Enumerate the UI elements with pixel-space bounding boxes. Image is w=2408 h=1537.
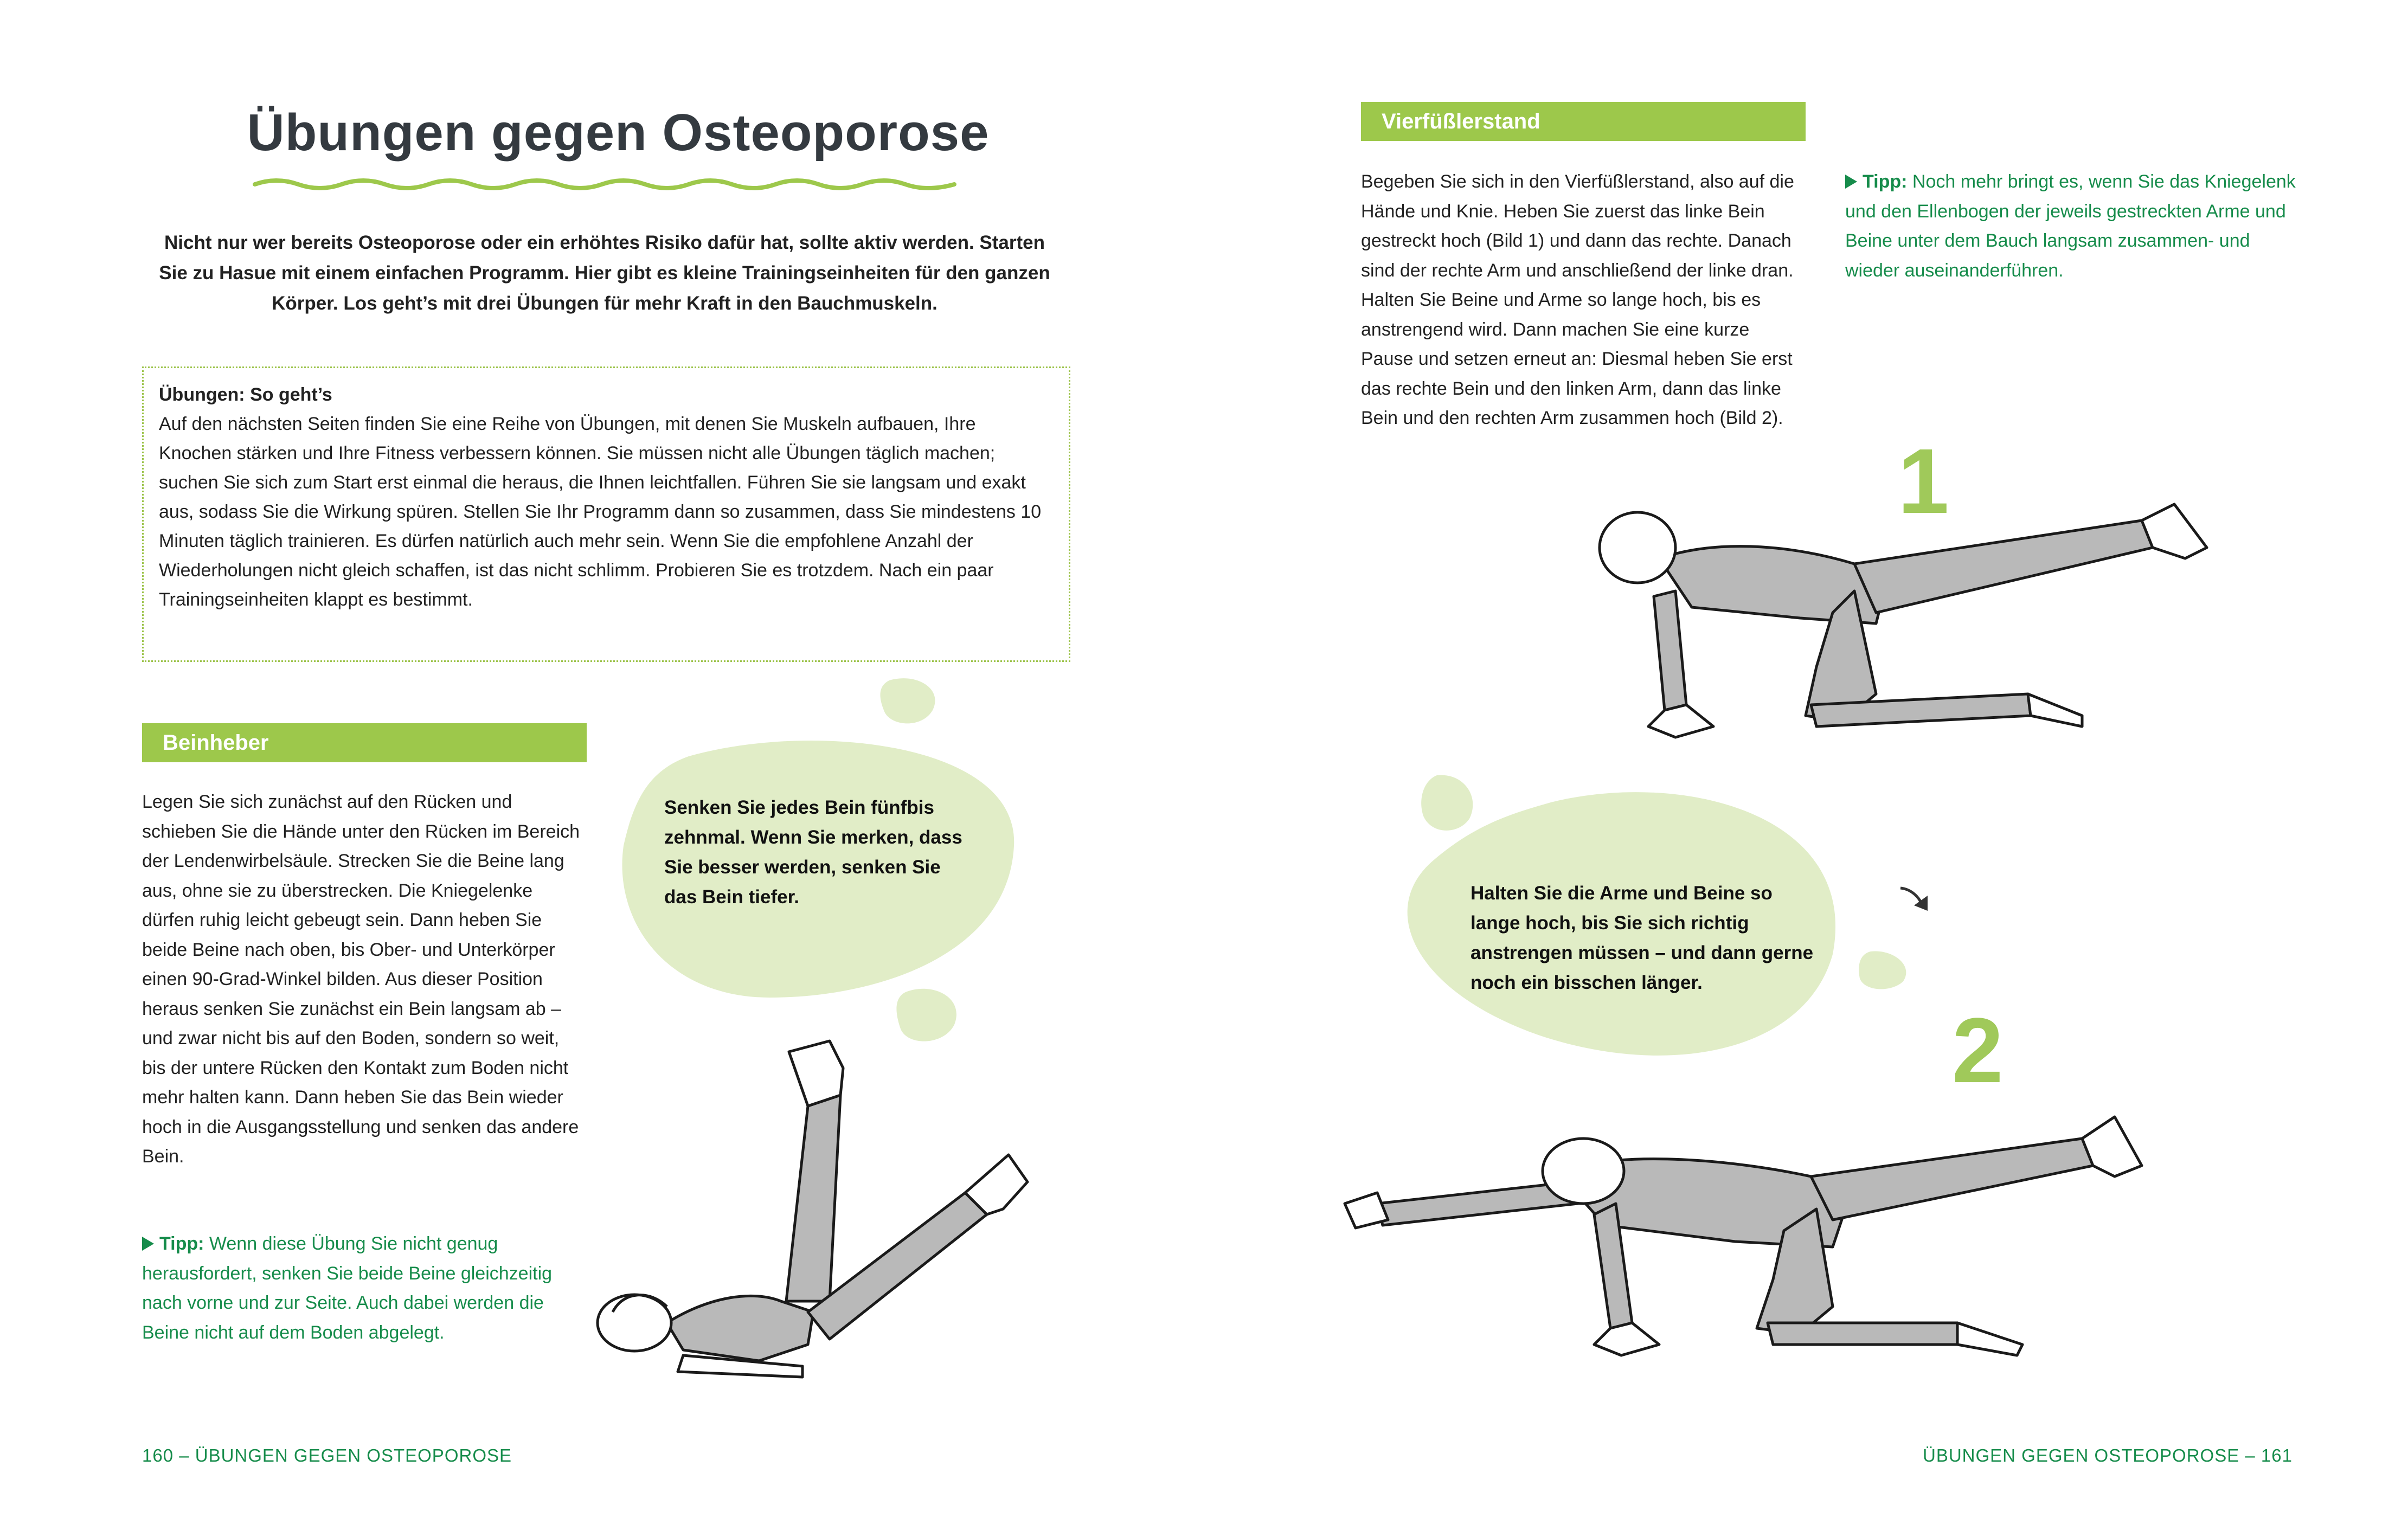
info-box-text: Auf den nächsten Seiten finden Sie eine Reihe von Übungen, mit denen Sie Muskeln aufbauen, Ihre Knochen stärken und Ihre Fitness verbessern können. Sie müssen nicht alle Übungen täglich machen; suchen Sie sich zum Start erst einmal die heraus, die Ihnen leichtfallen. Führen Sie sie langsam und exakt aus, sodass Sie die Wirkung spüren. Stellen Sie Ihr Programm dann so zusammen, dass Sie mindestens 10 Minuten täglich trainieren. Es dürfen natürlich auch mehr sein. Wenn Sie die empfohlene Anzahl der Wiederholungen nicht gleich schaffen, ist das nicht schlimm. Probieren Sie es trotzdem. Nach ein paar Trainingseinheiten klappt es bestimmt. — [159, 414, 1042, 610]
right-bubble-text: Halten Sie die Arme und Beine so lange hoch, bis Sie sich richtig anstrengen müssen – und dann gerne noch ein bisschen länger. — [1471, 883, 1814, 993]
play-triangle-icon — [1845, 175, 1857, 189]
vierfuesslerstand-instructions: Begeben Sie sich in den Vierfüßlerstand, also auf die Hände und Knie. Heben Sie zuerst das linke Bein gestreckt hoch (Bild 1) und dann das rechte. Danach sind der rechte Arm und anschließend der linke dran. Halten Sie Beine und Arme so lange hoch, bis es anstrengend wird. Dann machen Sie eine kurze Pause und setzen erneut an: Diesmal heben Sie erst das rechte Bein und den linken Arm, dann das linke Bein und den rechten Arm zusammen hoch (Bild 2). — [1361, 171, 1794, 428]
quadruped-leg-raise-illustration — [1572, 488, 2223, 781]
right-footer: ÜBUNGEN GEGEN OSTEOPOROSE – 161 — [1922, 1445, 2293, 1465]
beinheber-instructions: Legen Sie sich zunächst auf den Rücken und schieben Sie die Hände unter den Rücken im Bereich der Lendenwirbelsäule. Strecken Sie die Beine lang aus, ohne sie zu überstrecken. Die Kniegelenke dürfen ruhig leicht gebeugt sein. Dann heben Sie beide Beine nach oben, bis Ober- und Unterkörper einen 90-Grad-Winkel bilden. Aus dieser Position heraus senken Sie zunächst ein Bein langsam ab – und zwar nicht bis auf den Boden, sondern so weit, bis der untere Rücken den Kontakt zum Boden nicht mehr halten kann. Dann heben Sie das Bein wieder hoch in die Ausgangsstellung und senken das andere Bein. — [142, 792, 580, 1167]
tip-label: Tipp: — [1863, 171, 1908, 192]
tip-text: Noch mehr bringt es, wenn Sie das Kniegelenk und den Ellenbogen der jeweils gestreckten Arme und Beine unter dem Bauch langsam zusammen- und wieder auseinanderführen. — [1845, 171, 2296, 281]
figure-number-1: 1 — [1898, 430, 1949, 533]
quadruped-arm-leg-raise-illustration — [1345, 1106, 2158, 1388]
left-bubble-text: Senken Sie jedes Bein fünfbis zehnmal. Wenn Sie merken, dass Sie besser werden, senken Sie das Bein tiefer. — [664, 797, 962, 908]
tip-label: Tipp: — [159, 1233, 204, 1254]
info-box-heading: Übungen: So geht’s — [159, 384, 332, 405]
page-title: Übungen gegen Osteoporose — [247, 104, 990, 162]
intro-paragraph: Nicht nur wer bereits Osteoporose oder ein erhöhtes Risiko dafür hat, sollte aktiv werden. Starten Sie zu Hasue mit einem einfachen Programm. Hier gibt es kleine Trainingseinheiten für den ganzen Körper. Los geht’s mit drei Übungen für mehr Kraft in den Bauchmuskeln. — [159, 232, 1050, 314]
section-heading-vierfuesslerstand: Vierfüßlerstand — [1361, 102, 1806, 141]
left-footer: 160 – ÜBUNGEN GEGEN OSTEOPOROSE — [142, 1445, 512, 1465]
figure-number-2: 2 — [1952, 999, 2004, 1102]
curved-arrow-icon — [1898, 884, 1936, 916]
vierfuesslerstand-tip — [1845, 167, 2301, 285]
leg-raise-illustration — [575, 1019, 1095, 1399]
section-heading-beinheber: Beinheber — [142, 723, 587, 762]
tip-text: Wenn diese Übung Sie nicht genug herausfordert, senken Sie beide Beine gleichzeitig nach vorne und zur Seite. Auch dabei werden die Beine nicht auf dem Boden abgelegt. — [142, 1233, 553, 1343]
